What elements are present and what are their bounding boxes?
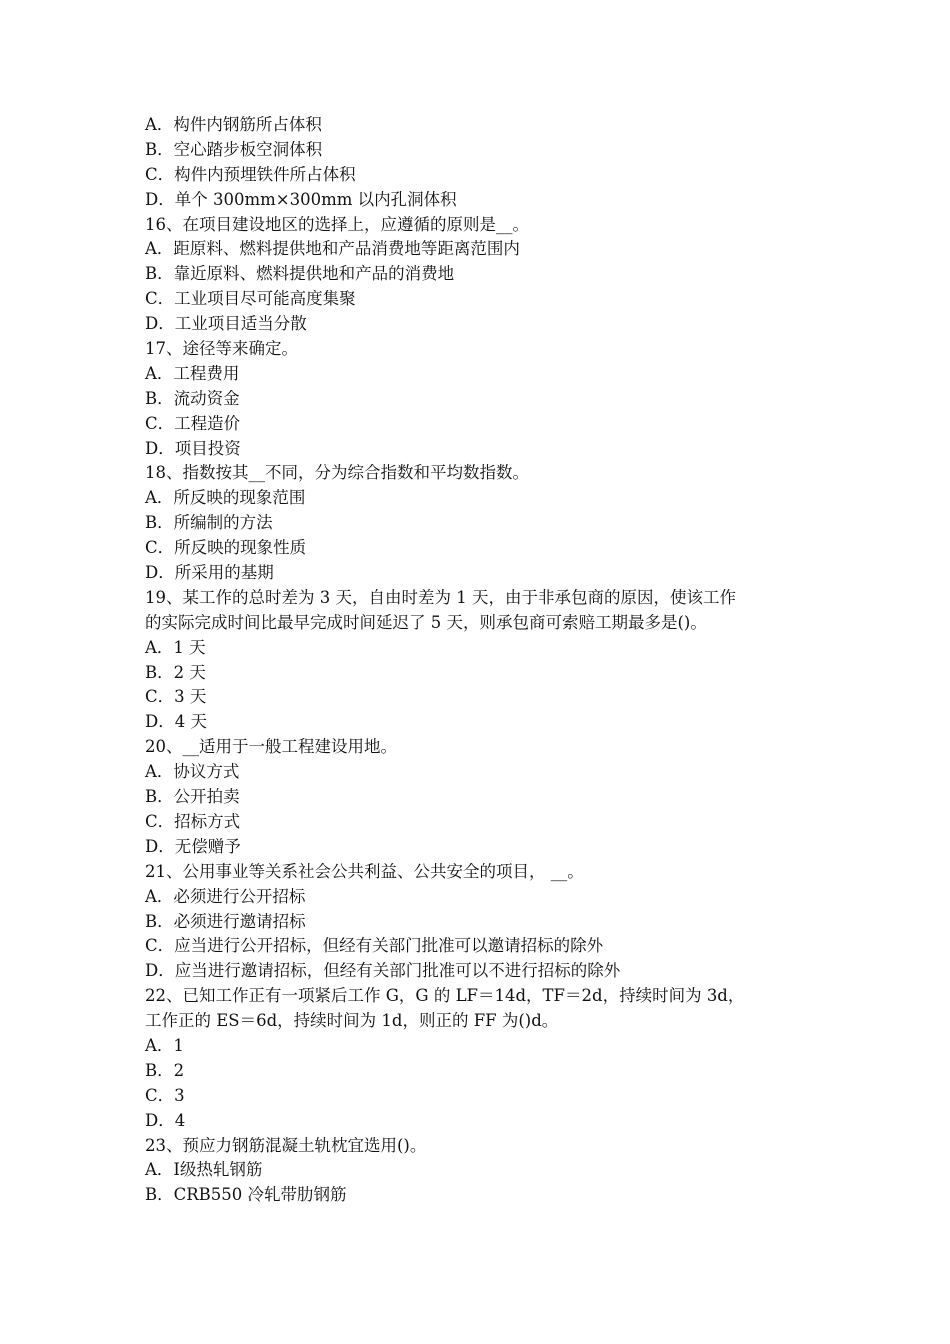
option-b: B．所编制的方法 — [145, 513, 273, 533]
question-19-continued: 的实际完成时间比最早完成时间延迟了 5 天，则承包商可索赔工期最多是()。 — [145, 612, 707, 632]
option-d: D．4 天 — [145, 712, 207, 732]
option-b: B．2 — [145, 1060, 185, 1080]
question-17: 17、途径等来确定。 — [145, 339, 298, 359]
option-b: B．2 天 — [145, 662, 206, 682]
option-c: C．所反映的现象性质 — [145, 538, 307, 558]
option-b: B．靠近原料、燃料提供地和产品的消费地 — [145, 264, 455, 284]
option-d: D．4 — [145, 1110, 186, 1130]
option-c: C．3 — [145, 1085, 185, 1105]
option-a: A．距原料、燃料提供地和产品消费地等距离范围内 — [145, 239, 520, 259]
option-c: C．应当进行公开招标，但经有关部门批准可以邀请招标的除外 — [145, 936, 604, 956]
question-18: 18、指数按其__不同，分为综合指数和平均数指数。 — [145, 463, 529, 483]
option-b: B．公开拍卖 — [145, 787, 240, 807]
question-22: 22、已知工作正有一项紧后工作 G，G 的 LF＝14d，TF＝2d，持续时间为 3d， — [145, 986, 745, 1006]
option-d: D．项目投资 — [145, 438, 241, 458]
option-b: B．必须进行邀请招标 — [145, 911, 306, 931]
question-23: 23、预应力钢筋混凝土轨枕宜选用()。 — [145, 1135, 427, 1155]
option-d: D．无偿赠予 — [145, 836, 241, 856]
option-d: D．所采用的基期 — [145, 563, 274, 583]
option-b: B．流动资金 — [145, 388, 240, 408]
question-16: 16、在项目建设地区的选择上，应遵循的原则是__。 — [145, 214, 529, 234]
question-20: 20、__适用于一般工程建设用地。 — [145, 737, 397, 757]
option-a: A．构件内钢筋所占体积 — [145, 115, 322, 134]
option-d: D．工业项目适当分散 — [145, 314, 307, 334]
option-a: A．协议方式 — [145, 762, 240, 782]
option-b: B．CRB550 冷轧带肋钢筋 — [145, 1185, 347, 1205]
option-a: A．1 天 — [145, 637, 206, 657]
option-c: C．工程造价 — [145, 413, 241, 433]
option-a: A．1 — [145, 1035, 184, 1055]
option-c: C．招标方式 — [145, 811, 241, 831]
option-a: A．Ⅰ级热轧钢筋 — [145, 1160, 263, 1180]
option-c: C．构件内预埋铁件所占体积 — [145, 164, 356, 184]
document-body — [145, 113, 820, 1208]
option-b: B．空心踏步板空洞体积 — [145, 139, 323, 159]
question-19: 19、某工作的总时差为 3 天，自由时差为 1 天，由于非承包商的原因，使该工作 — [145, 587, 736, 607]
option-c: C．工业项目尽可能高度集聚 — [145, 289, 356, 309]
option-a: A．所反映的现象范围 — [145, 488, 306, 508]
option-a: A．工程费用 — [145, 363, 240, 383]
option-a: A．必须进行公开招标 — [145, 886, 306, 906]
option-d: D．应当进行邀请招标，但经有关部门批准可以不进行招标的除外 — [145, 961, 621, 981]
option-d: D．单个 300mm×300mm 以内孔洞体积 — [145, 189, 457, 209]
question-21: 21、公用事业等关系社会公共利益、公共安全的项目， __。 — [145, 861, 584, 881]
question-22-continued: 工作正的 ES＝6d，持续时间为 1d，则正的 FF 为()d。 — [145, 1011, 559, 1031]
option-c: C．3 天 — [145, 687, 207, 707]
